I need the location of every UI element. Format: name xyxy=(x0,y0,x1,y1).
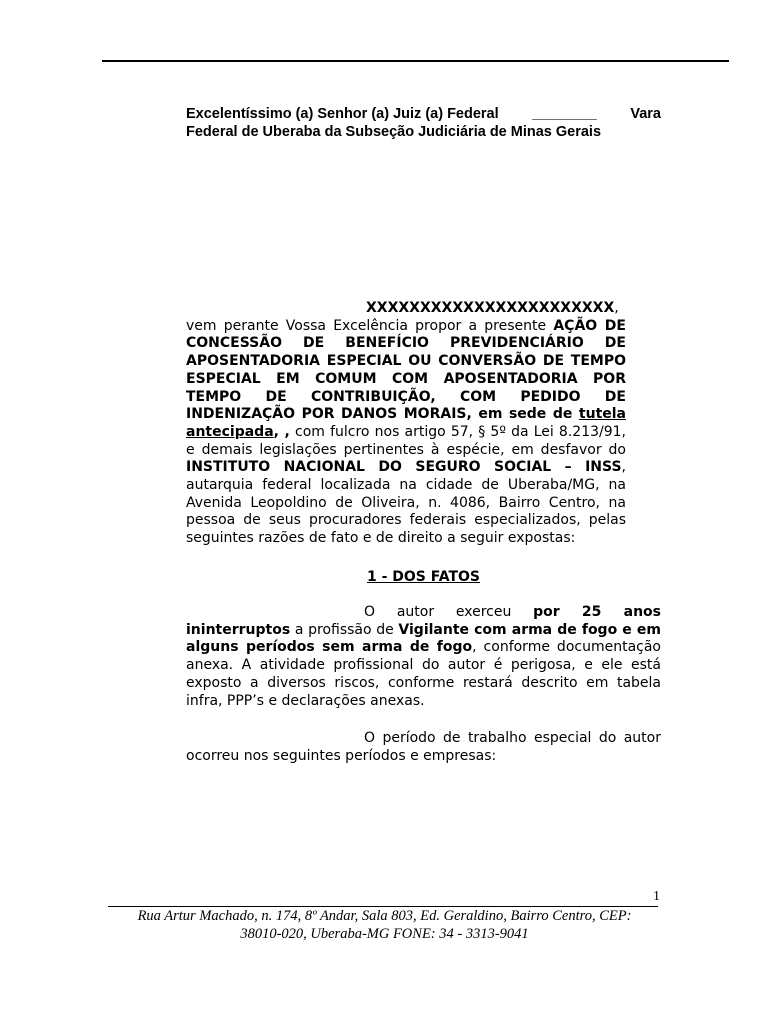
facts-text-3: , conforme documentação anexa. A atividade profissional do autor é perigosa, e ele está exposto a diversos riscos, conforme restará descrito em tabela infra, PPP’s e declarações anexas. xyxy=(186,639,661,709)
defendant-name: INSTITUTO NACIONAL DO SEGURO SOCIAL – INSS xyxy=(186,459,622,476)
facts-bold-2: Vigilante com arma de fogo e em alguns períodos sem arma de fogo xyxy=(186,621,661,656)
intro-text-1: vem perante Vossa Excelência propor a presente xyxy=(186,317,554,334)
party-name: XXXXXXXXXXXXXXXXXXXXXXX xyxy=(366,300,615,316)
action-title: AÇÃO DE CONCESSÃO DE BENEFÍCIO PREVIDENCIÁRIO DE APOSENTADORIA ESPECIAL OU CONVERSÃO DE TEMPO ESPECIAL EM COMUM COM APOSENTADORIA POR TEMPO DE CONTRIBUIÇÃO, COM PEDIDO DE INDENIZAÇÃO POR DANOS MORAIS xyxy=(186,317,626,423)
periods-text: O período de trabalho especial do autor ocorreu nos seguintes períodos e empresas: xyxy=(186,730,661,764)
facts-text-1: O autor exerceu xyxy=(364,604,534,620)
party-comma: , xyxy=(614,300,619,316)
page-number: 1 xyxy=(653,889,660,904)
addressee-line2: Federal de Uberaba da Subseção Judiciária de Minas Gerais xyxy=(186,124,602,140)
facts-bold-1: por 25 anos ininterruptos xyxy=(186,604,661,638)
footer-address xyxy=(108,907,661,943)
addressee xyxy=(186,105,661,141)
facts-text-2: a profissão de xyxy=(290,621,399,638)
addressee-line1-a: Excelentíssimo (a) Senhor (a) Juiz (a) Federal xyxy=(186,106,499,122)
section-title: 1 - DOS FATOS xyxy=(366,569,481,585)
intro-text-3: , autarquia federal localizada na cidade de Uberaba/MG, na Avenida Leopoldino de Oliveira, n. 4086, Bairro Centro, na pessoa de seus procuradores federais especializados, pelas seguintes razões de fato e de direito a seguir expostas: xyxy=(186,459,626,547)
addressee-blank: ________ xyxy=(532,106,597,122)
footer-address-line1: Rua Artur Machado, n. 174, 8º Andar, Sala 803, Ed. Geraldino, Bairro Centro, CEP: xyxy=(137,908,632,924)
addressee-line1-b: Vara xyxy=(630,106,661,122)
tutela-antecipada: tutela antecipada xyxy=(186,406,626,440)
intro-text-2: com fulcro nos artigo 57, § 5º da Lei 8.213/91, e demais legislações pertinentes à espécie, em desfavor do xyxy=(186,423,626,458)
facts-paragraph xyxy=(186,604,661,710)
intro-bold-3: , , xyxy=(273,423,290,440)
intro-paragraph xyxy=(186,300,626,548)
footer-address-line2: 38010-020, Uberaba-MG FONE: 34 - 3313-9041 xyxy=(240,926,529,942)
intro-bold-2: , em sede de xyxy=(466,406,579,423)
periods-paragraph xyxy=(186,730,661,765)
header-rule xyxy=(102,60,729,62)
